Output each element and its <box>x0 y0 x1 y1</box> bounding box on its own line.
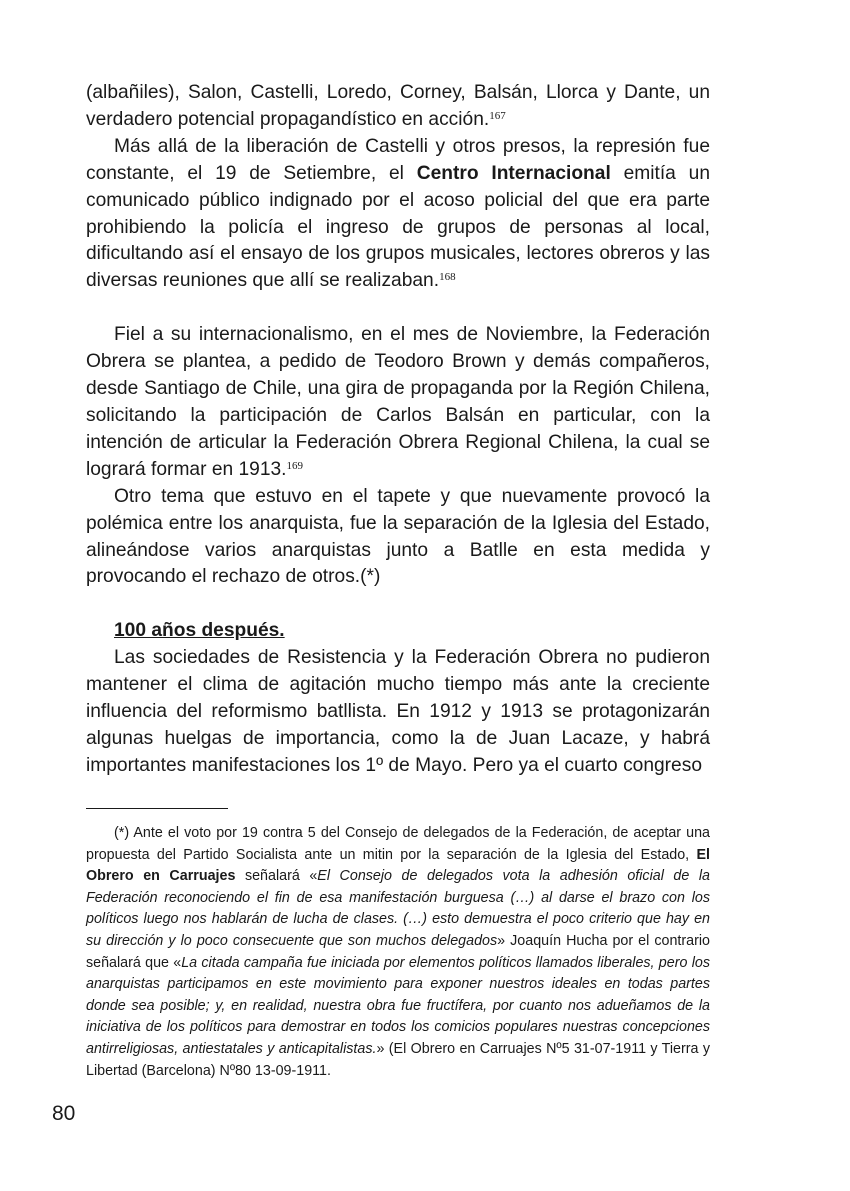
paragraph-4 <box>86 484 710 592</box>
bold-term: Centro Internacional <box>416 162 611 184</box>
paragraph-text: Fiel a su internacionalismo, en el mes de Noviembre, la Federación Obrera se plantea, a pedido de Teodoro Brown y demás compañeros, desde Santiago de Chile, una gira de propaganda por la Región Chilena, solicitando la participación de Carlos Balsán en particular, con la intención de articular la Federación Obrera Regional Chilena, la cual se logrará formar en 1913. <box>86 324 710 480</box>
paragraph-2 <box>86 134 710 295</box>
footnote-segment: (*) Ante el voto por 19 contra 5 del Consejo de delegados de la Federación, de aceptar una propuesta del Partido Socialista ante un mitin por la separación de la Iglesia del Estado, <box>86 825 710 863</box>
paragraph-text: Más allá de la liberación de Castelli y otros presos, la represión fue constante, el 19 de Setiembre, el <box>86 135 710 184</box>
footnote-segment: » Joaquín Hucha por el contrario señalará que « <box>86 932 710 971</box>
footnote-segment: señalará « <box>235 868 318 885</box>
footnote-quote: La citada campaña fue iniciada por elementos políticos llamados liberales, pero los anarquistas participamos en este movimiento para exponer nuestros ideales en todas partes donde sea posible; y, en realidad, nuestra obra fue fructífera, por cuanto nos adueñamos de la iniciativa de los políticos para demostrar en todos los comicios populares nuestras concepciones antirreligiosas, antiestatales y anticapitalistas. <box>86 954 710 1057</box>
paragraph-text: Las sociedades de Resistencia y la Federación Obrera no pudieron mantener el clima de agitación mucho tiempo más ante la creciente influencia del reformismo batllista. En 1912 y 1913 se protagonizarán algunas huelgas de importancia, como la de Juan Lacaze, y habrá importantes manifestaciones los 1º de Mayo. Pero ya el cuarto congreso <box>86 647 710 776</box>
paragraph-text: emitía un comunicado público indignado por el acoso policial del que era parte prohibiendo la policía el ingreso de grupos de personas al local, dificultando así el ensayo de los grupos musicales, lectores obreros y las diversas reuniones que allí se realizaban. <box>86 162 711 292</box>
page-number: 80 <box>52 1102 76 1125</box>
footnote-quote: El Consejo de delegados vota la adhesión oficial de la Federación reconociendo el fin de esa manifestación burguesa (…) al darse el brazo con los políticos luego nos hablarán de lucha de clases. (…) esto demuestra el poco criterio que hay en su dirección y lo poco consecuente que son muchos delegados <box>86 868 710 949</box>
footnote <box>86 823 710 1082</box>
footnote-text <box>86 823 710 1082</box>
paragraph-text: (albañiles), Salon, Castelli, Loredo, Corney, Balsán, Llorca y Dante, un verdadero potencial propagandístico en acción. <box>86 82 710 130</box>
footnote-reference[interactable]: 167 <box>489 109 506 122</box>
paragraph-1 <box>86 80 710 134</box>
footnote-reference[interactable]: 168 <box>439 271 456 284</box>
paragraph-3 <box>86 322 710 483</box>
paragraph-text: Otro tema que estuvo en el tapete y que nuevamente provocó la polémica entre los anarquista, fue la separación de la Iglesia del Estado, alineándose varios anarquistas junto a Batlle en esta medida y provocando el rechazo de otros.(*) <box>86 485 710 588</box>
footnote-segment: » (El Obrero en Carruajes Nº5 31-07-1911 y Tierra y Libertad (Barcelona) Nº80 13-09-1911. <box>86 1040 710 1079</box>
paragraph-5 <box>86 645 710 780</box>
section-heading: 100 años después. <box>114 620 285 642</box>
footnote-bold-title: El Obrero en Carruajes <box>86 846 710 885</box>
footnote-reference[interactable]: 169 <box>286 459 304 472</box>
body-text <box>86 80 710 780</box>
paragraph-spacer <box>86 591 710 618</box>
footnote-divider <box>86 808 228 809</box>
paragraph-spacer <box>86 295 710 322</box>
